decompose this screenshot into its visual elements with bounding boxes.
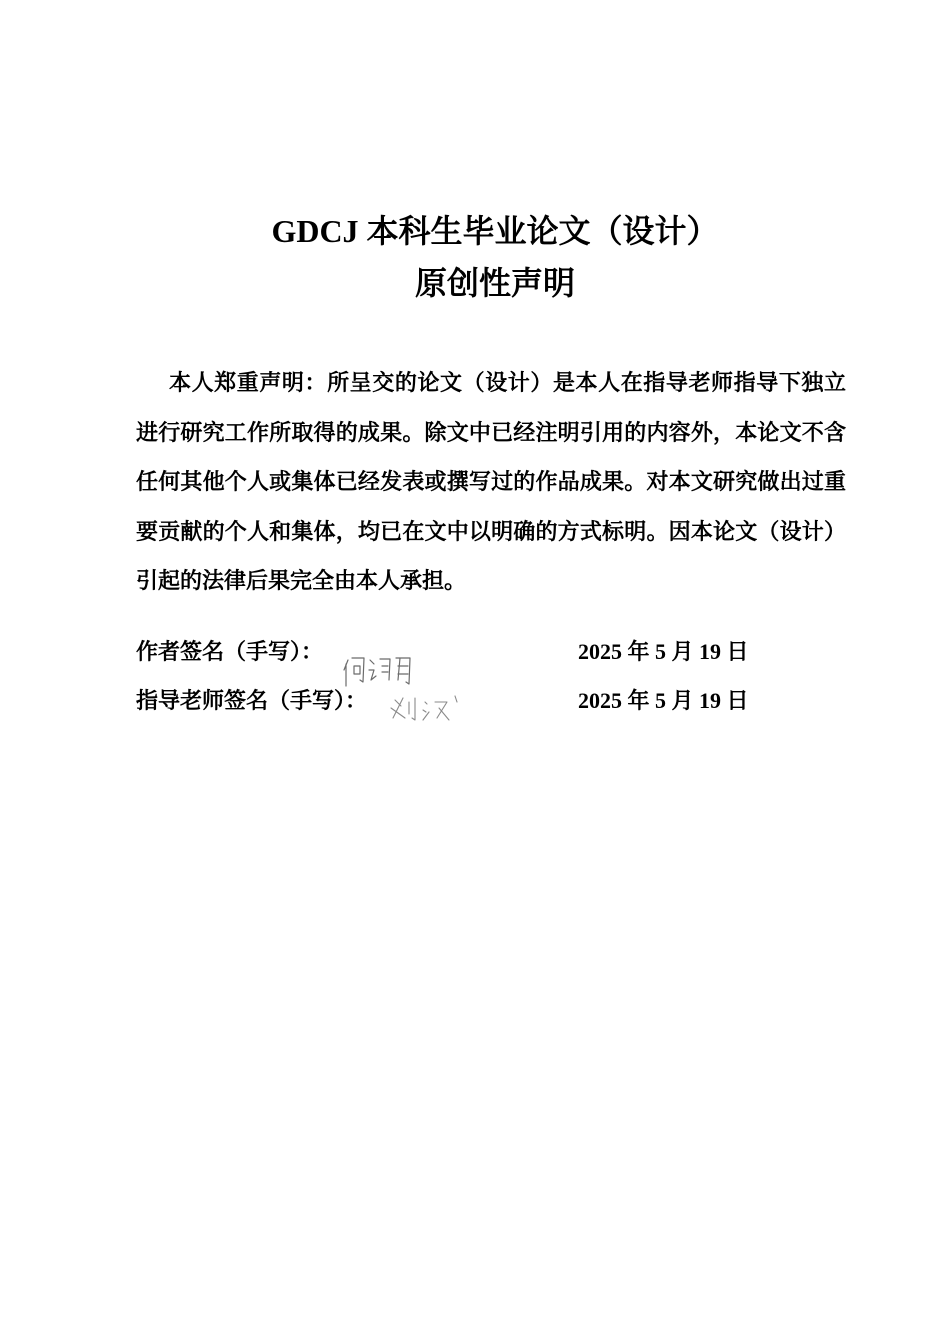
document-title — [0, 205, 950, 309]
advisor-signature-row — [136, 681, 836, 721]
title-line-1: GDCJ 本科生毕业论文（设计） — [271, 213, 719, 249]
advisor-signature-label: 指导老师签名（手写）： — [136, 688, 368, 713]
author-signature-label: 作者签名（手写）： — [136, 639, 324, 664]
title-line-2: 原创性声明 — [414, 265, 575, 301]
author-date: 2025 年 5 月 19 日 — [578, 639, 749, 664]
advisor-date: 2025 年 5 月 19 日 — [578, 688, 749, 713]
author-signature-row — [136, 632, 836, 672]
declaration-paragraph: 本人郑重声明：所呈交的论文（设计）是本人在指导老师指导下独立进行研究工作所取得的成果。除文中已经注明引用的内容外，本论文不含任何其他个人或集体已经发表或撰写过的作品成果。对本文研究做出过重要贡献的个人和集体，均已在文中以明确的方式标明。因本论文（设计）引起的法律后果完全由本人承担。 — [136, 370, 846, 593]
declaration-text — [136, 358, 846, 606]
